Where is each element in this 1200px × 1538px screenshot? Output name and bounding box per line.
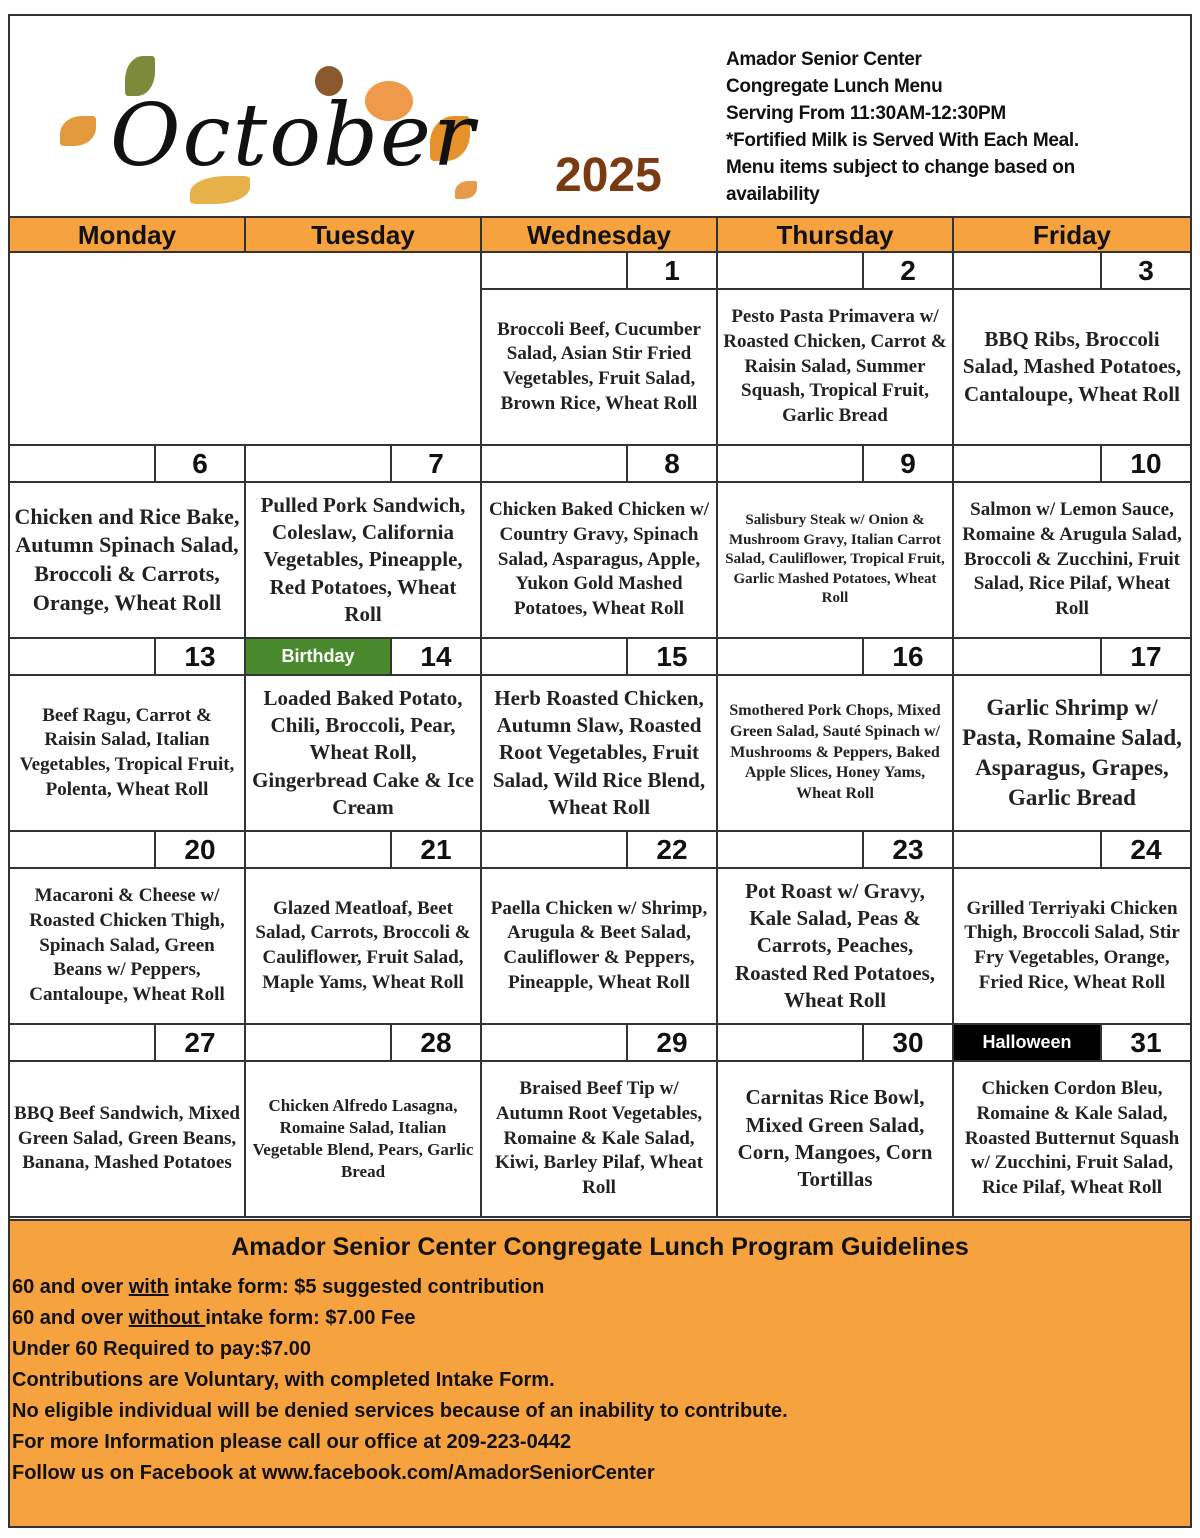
menu-text: BBQ Beef Sandwich, Mixed Green Salad, Green Beans, Banana, Mashed Potatoes (14, 1102, 240, 1174)
event-label (954, 253, 1102, 288)
guideline-line (12, 1307, 1190, 1338)
guideline-line: No eligible individual will be denied services because of an inability to contribute. (12, 1400, 788, 1422)
date-strip (246, 639, 480, 676)
event-label (246, 253, 480, 290)
day-cell (482, 253, 718, 444)
info-line: Serving From 11:30AM-12:30PM (726, 103, 1006, 124)
menu-calendar (8, 14, 1192, 1528)
date-number: 13 (184, 641, 216, 672)
menu-text: Broccoli Beef, Cucumber Salad, Asian Stir Fried Vegetables, Fruit Salad, Brown Rice, Wheat Roll (497, 318, 701, 414)
menu-text: Braised Beef Tip w/ Autumn Root Vegetables, Romaine & Kale Salad, Kiwi, Barley Pilaf, Wheat Roll (494, 1078, 704, 1199)
week-row (10, 1025, 1190, 1218)
event-label (954, 446, 1102, 481)
header (10, 16, 1190, 218)
event-label (482, 253, 628, 288)
date-strip (718, 446, 952, 483)
october-logo (50, 46, 500, 211)
date-number: 6 (192, 448, 208, 479)
date-number: 27 (184, 1027, 216, 1058)
date-strip (718, 1025, 952, 1062)
month-title: October (110, 86, 477, 186)
day-cell (718, 832, 954, 1023)
date-strip (954, 832, 1190, 869)
menu-text: Paella Chicken w/ Shrimp, Arugula & Beet Salad, Cauliflower & Peppers, Pineapple, Wheat Roll (490, 897, 708, 993)
event-label (718, 446, 864, 481)
date-strip (246, 832, 480, 869)
event-label: Halloween (954, 1025, 1102, 1060)
day-cell (954, 1025, 1190, 1216)
info-line: Congregate Lunch Menu (726, 76, 943, 97)
day-thursday: Thursday (718, 218, 954, 251)
date-strip (954, 446, 1190, 483)
info-line: Menu items subject to change based on availability (726, 157, 1075, 205)
info-line: Amador Senior Center (726, 49, 922, 70)
day-cell (718, 446, 954, 637)
week-row (10, 832, 1190, 1025)
event-label (482, 446, 628, 481)
menu-text: Salmon w/ Lemon Sauce, Romaine & Arugula Salad, Broccoli & Zucchini, Fruit Salad, Rice Pilaf, Wheat Roll (962, 499, 1182, 620)
date-number: 21 (420, 834, 452, 865)
text: 60 and over (12, 1307, 129, 1329)
menu-text (246, 290, 480, 444)
guideline-line: For more Information please call our office at 209-223-0442 (12, 1431, 572, 1453)
date-strip (10, 253, 246, 290)
date-strip (954, 1025, 1190, 1062)
menu-text (10, 290, 246, 444)
date-strip (718, 639, 952, 676)
menu-text: Chicken Alfredo Lasagna, Romaine Salad, Italian Vegetable Blend, Pears, Garlic Bread (252, 1095, 474, 1182)
text: with (128, 1276, 169, 1298)
date-strip (954, 639, 1190, 676)
event-label (10, 1025, 156, 1060)
date-number: 10 (1130, 448, 1162, 479)
day-cell (718, 1025, 954, 1216)
day-cell (246, 832, 482, 1023)
text: intake form: $5 suggested contribution (168, 1276, 545, 1298)
day-cell (718, 639, 954, 830)
day-wednesday: Wednesday (482, 218, 718, 251)
guideline-line: Under 60 Required to pay:$7.00 (12, 1338, 311, 1360)
guidelines (10, 1219, 1190, 1526)
date-strip (718, 253, 952, 290)
week-row (10, 446, 1190, 639)
event-label (10, 446, 156, 481)
event-label: Birthday (246, 639, 392, 674)
event-label (954, 832, 1102, 867)
calendar-grid (10, 253, 1190, 1218)
menu-text: Smothered Pork Chops, Mixed Green Salad, Sauté Spinach w/ Mushrooms & Peppers, Baked Apple Slices, Honey Yams, Wheat Roll (729, 702, 941, 803)
day-cell (954, 446, 1190, 637)
menu-text: Pesto Pasta Primavera w/ Roasted Chicken, Carrot & Raisin Salad, Summer Squash, Tropical Fruit, Garlic Bread (723, 306, 947, 427)
date-number: 23 (892, 834, 924, 865)
menu-text: Chicken and Rice Bake, Autumn Spinach Salad, Broccoli & Carrots, Orange, Wheat Roll (14, 503, 240, 615)
event-label (718, 253, 864, 288)
event-label (718, 639, 864, 674)
date-number: 16 (892, 641, 924, 672)
date-strip (482, 253, 716, 290)
menu-text: BBQ Ribs, Broccoli Salad, Mashed Potatoes, Cantaloupe, Wheat Roll (962, 327, 1182, 406)
day-tuesday: Tuesday (246, 218, 482, 251)
date-number: 30 (892, 1027, 924, 1058)
menu-text: Glazed Meatloaf, Beet Salad, Carrots, Broccoli & Cauliflower, Fruit Salad, Maple Yams, Wheat Roll (255, 897, 471, 993)
date-number: 29 (656, 1027, 688, 1058)
date-strip (482, 639, 716, 676)
date-strip (10, 639, 244, 676)
date-number: 31 (1130, 1027, 1162, 1058)
day-cell (10, 1025, 246, 1216)
text: 60 and over (12, 1276, 129, 1298)
menu-text: Loaded Baked Potato, Chili, Broccoli, Pear, Wheat Roll, Gingerbread Cake & Ice Cream (252, 685, 474, 819)
day-cell (954, 253, 1190, 444)
date-strip (10, 446, 244, 483)
day-cell (246, 446, 482, 637)
week-row (10, 253, 1190, 446)
guideline-line (12, 1276, 1190, 1307)
weekday-header (10, 218, 1190, 253)
center-info (726, 46, 1146, 208)
date-strip (246, 253, 480, 290)
day-cell (482, 446, 718, 637)
date-number: 8 (664, 448, 680, 479)
date-number: 24 (1130, 834, 1162, 865)
event-label (10, 253, 246, 290)
day-cell (246, 253, 482, 444)
date-strip (718, 832, 952, 869)
text: intake form: $7.00 Fee (205, 1307, 416, 1329)
date-strip (482, 832, 716, 869)
menu-text: Garlic Shrimp w/ Pasta, Romaine Salad, Asparagus, Grapes, Garlic Bread (962, 695, 1182, 810)
day-cell (246, 639, 482, 830)
menu-text: Salisbury Steak w/ Onion & Mushroom Gravy, Italian Carrot Salad, Cauliflower, Tropical Fruit, Garlic Mashed Potatoes, Wheat Roll (725, 512, 945, 607)
date-number: 14 (420, 641, 452, 672)
day-friday: Friday (1032, 220, 1112, 250)
event-label (482, 832, 628, 867)
date-strip (246, 446, 480, 483)
day-monday: Monday (10, 218, 246, 251)
day-cell (954, 639, 1190, 830)
day-cell (482, 1025, 718, 1216)
date-strip (246, 1025, 480, 1062)
date-number: 28 (420, 1027, 452, 1058)
event-label (954, 639, 1102, 674)
week-row (10, 639, 1190, 832)
event-label (482, 639, 628, 674)
guideline-line: Contributions are Voluntary, with completed Intake Form. (12, 1369, 555, 1391)
menu-text: Pulled Pork Sandwich, Coleslaw, California Vegetables, Pineapple, Red Potatoes, Wheat Roll (260, 492, 466, 626)
date-number: 15 (656, 641, 688, 672)
day-cell (10, 253, 246, 444)
date-number: 3 (1138, 255, 1154, 286)
day-cell (954, 832, 1190, 1023)
event-label (246, 446, 392, 481)
event-label (718, 832, 864, 867)
event-label (718, 1025, 864, 1060)
day-cell (246, 1025, 482, 1216)
date-strip (10, 1025, 244, 1062)
day-cell (10, 832, 246, 1023)
menu-text: Chicken Baked Chicken w/ Country Gravy, Spinach Salad, Asparagus, Apple, Yukon Gold Mashed Potatoes, Wheat Roll (488, 499, 710, 620)
date-number: 22 (656, 834, 688, 865)
menu-text: Pot Roast w/ Gravy, Kale Salad, Peas & Carrots, Peaches, Roasted Red Potatoes, Wheat Roll (734, 878, 936, 1012)
event-label (10, 639, 156, 674)
day-cell (482, 639, 718, 830)
day-cell (718, 253, 954, 444)
date-strip (954, 253, 1190, 290)
date-number: 20 (184, 834, 216, 865)
date-strip (482, 1025, 716, 1062)
date-number: 9 (900, 448, 916, 479)
event-label (246, 832, 392, 867)
leaf-icon (60, 116, 96, 146)
event-label (246, 1025, 392, 1060)
menu-text: Grilled Terriyaki Chicken Thigh, Broccoli Salad, Stir Fry Vegetables, Orange, Fried Rice, Wheat Roll (964, 897, 1180, 993)
date-number: 2 (900, 255, 916, 286)
guideline-line: Follow us on Facebook at www.facebook.com/AmadorSeniorCenter (12, 1462, 655, 1484)
date-number: 7 (428, 448, 444, 479)
date-number: 1 (664, 255, 680, 286)
date-number: 17 (1130, 641, 1162, 672)
menu-text: Chicken Cordon Bleu, Romaine & Kale Salad, Roasted Butternut Squash w/ Zucchini, Fruit Salad, Rice Pilaf, Wheat Roll (964, 1078, 1180, 1199)
menu-text: Beef Ragu, Carrot & Raisin Salad, Italian Vegetables, Tropical Fruit, Polenta, Wheat Roll (19, 704, 235, 800)
day-cell (10, 446, 246, 637)
text: without (128, 1307, 206, 1329)
menu-text: Carnitas Rice Bowl, Mixed Green Salad, Corn, Mangoes, Corn Tortillas (737, 1085, 933, 1192)
event-label (10, 832, 156, 867)
info-line: *Fortified Milk is Served With Each Meal. (726, 130, 1079, 151)
event-label (482, 1025, 628, 1060)
menu-text: Herb Roasted Chicken, Autumn Slaw, Roasted Root Vegetables, Fruit Salad, Wild Rice Blend, Wheat Roll (492, 685, 706, 819)
guidelines-title: Amador Senior Center Congregate Lunch Program Guidelines (231, 1233, 969, 1261)
day-cell (10, 639, 246, 830)
year: 2025 (555, 149, 662, 202)
menu-text: Macaroni & Cheese w/ Roasted Chicken Thigh, Spinach Salad, Green Beans w/ Peppers, Cantaloupe, Wheat Roll (29, 885, 225, 1006)
date-strip (482, 446, 716, 483)
day-cell (482, 832, 718, 1023)
date-strip (10, 832, 244, 869)
